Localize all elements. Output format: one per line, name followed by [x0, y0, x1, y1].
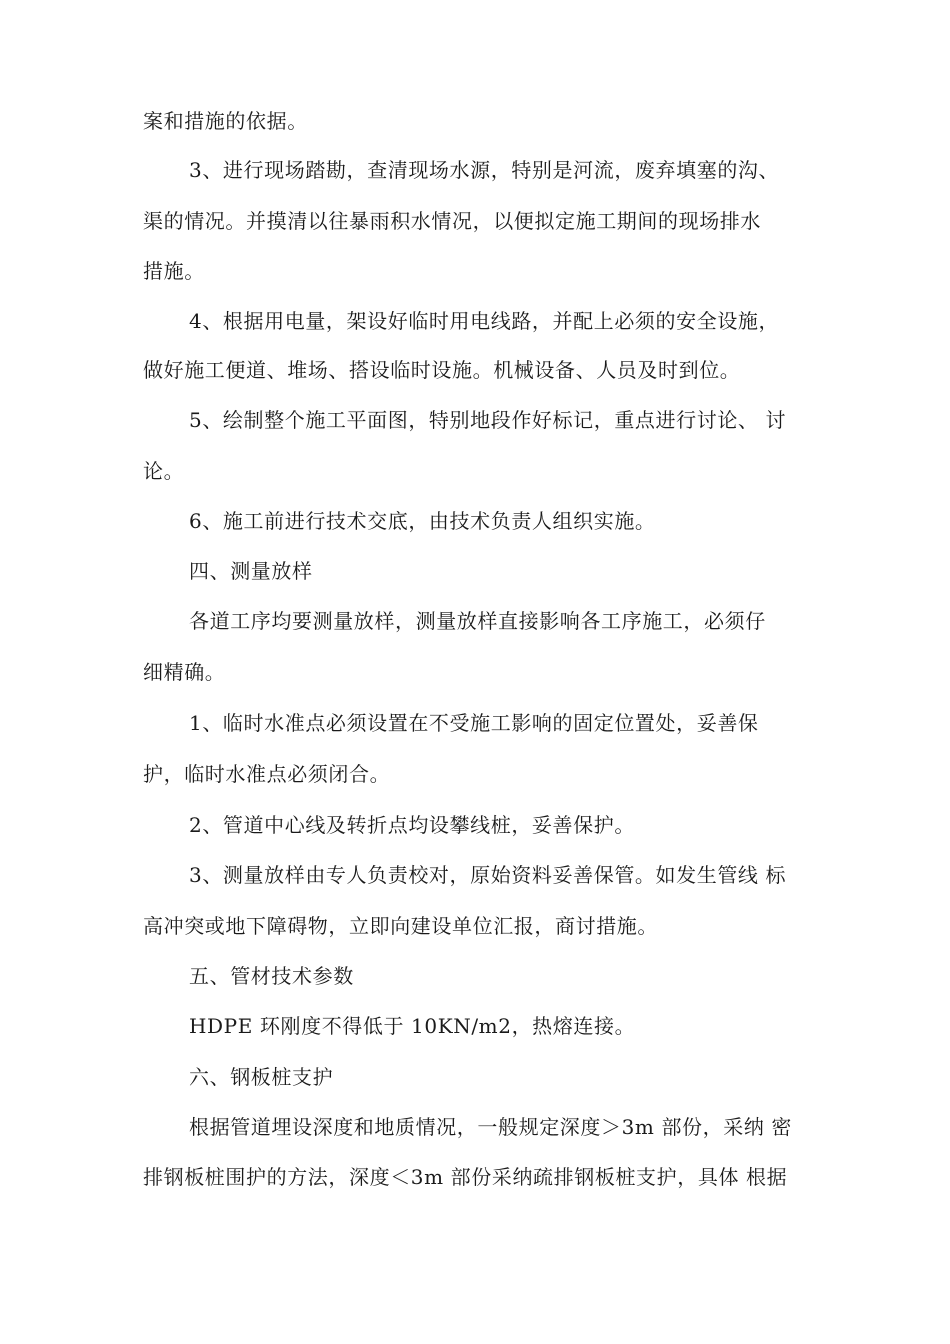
text-line: 细精确。 [143, 660, 226, 684]
text-line: 高冲突或地下障碍物，立即向建设单位汇报，商讨措施。 [143, 914, 658, 938]
text-line: 护，临时水准点必须闭合。 [143, 762, 391, 786]
text-line: 根据管道埋设深度和地质情况，一般规定深度＞3m 部份，采纳 密 [189, 1115, 793, 1139]
text-line: 3、进行现场踏勘，查清现场水源，特别是河流，废弃填塞的沟、 [189, 158, 780, 182]
text-line: 3、测量放样由专人负责校对，原始资料妥善保管。如发生管线 标 [189, 863, 787, 887]
text-line: 措施。 [143, 259, 205, 283]
text-line: HDPE 环刚度不得低于 10KN/m2，热熔连接。 [189, 1014, 636, 1038]
text-line: 2、管道中心线及转折点均设攀线桩，妥善保护。 [189, 813, 635, 837]
text-line: 案和措施的依据。 [143, 109, 308, 133]
text-line: 论。 [143, 459, 185, 483]
text-line: 1、临时水准点必须设置在不受施工影响的固定位置处，妥善保 [189, 711, 759, 735]
text-line: 各道工序均要测量放样，测量放样直接影响各工序施工，必须仔 [189, 609, 766, 633]
text-line: 做好施工便道、堆场、搭设临时设施。机械设备、人员及时到位。 [143, 358, 741, 382]
text-line: 渠的情况。并摸清以往暴雨积水情况，以便拟定施工期间的现场排水 [143, 209, 761, 233]
section-heading: 四、测量放样 [189, 559, 313, 583]
section-heading: 五、管材技术参数 [189, 964, 354, 988]
text-line: 排钢板桩围护的方法，深度＜3m 部份采纳疏排钢板桩支护，具体 根据 [143, 1165, 788, 1189]
section-heading: 六、钢板桩支护 [189, 1065, 334, 1089]
text-line: 4、根据用电量，架设好临时用电线路，并配上必须的安全设施， [189, 309, 780, 333]
text-line: 6、施工前进行技术交底，由技术负责人组织实施。 [189, 509, 656, 533]
text-line: 5、绘制整个施工平面图，特别地段作好标记，重点进行讨论、 讨 [189, 408, 787, 432]
